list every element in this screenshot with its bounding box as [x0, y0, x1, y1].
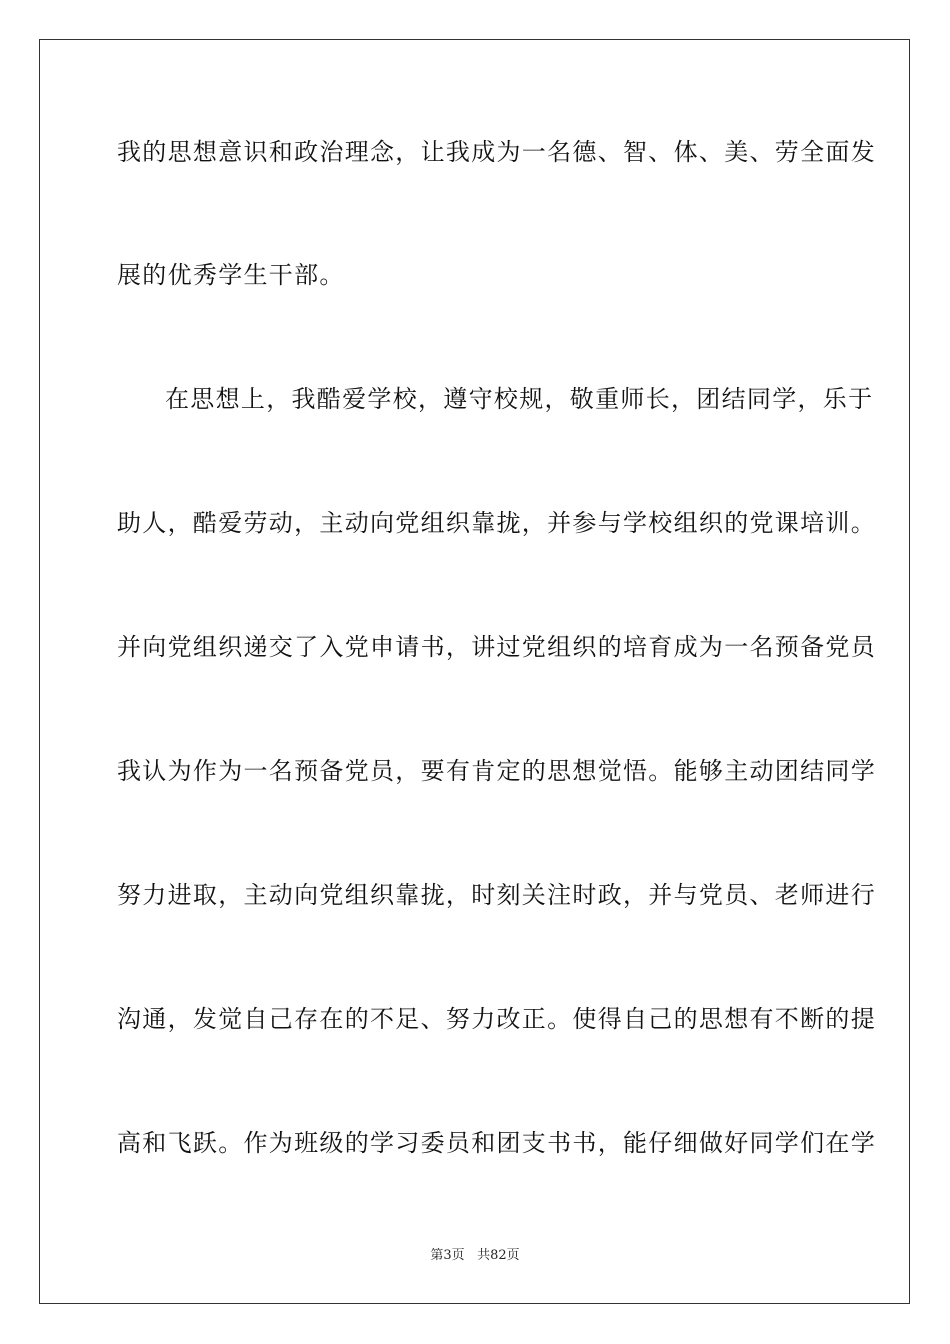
- text-line: 高和飞跃。作为班级的学习委员和团支书书，能仔细做好同学们在学: [117, 1129, 876, 1157]
- text-line: 沟通，发觉自己存在的不足、努力改正。使得自己的思想有不断的提: [117, 1005, 876, 1033]
- text-line: 助人，酷爱劳动，主动向党组织靠拢，并参与学校组织的党课培训。: [117, 509, 876, 537]
- page-border: [39, 39, 910, 1304]
- page-footer: [0, 1246, 950, 1266]
- total-pages: 共82页: [477, 1248, 520, 1263]
- text-line: 我认为作为一名预备党员，要有肯定的思想觉悟。能够主动团结同学: [117, 757, 876, 785]
- page-number: 第3页: [430, 1248, 465, 1263]
- text-line: 展的优秀学生干部。: [117, 261, 345, 289]
- text-line: 并向党组织递交了入党申请书，讲过党组织的培育成为一名预备党员: [117, 633, 876, 661]
- text-line: 在思想上，我酷爱学校，遵守校规，敬重师长，团结同学，乐于: [165, 385, 874, 413]
- text-line: 我的思想意识和政治理念，让我成为一名德、智、体、美、劳全面发: [117, 138, 876, 166]
- text-line: 努力进取，主动向党组织靠拢，时刻关注时政，并与党员、老师进行: [117, 881, 876, 909]
